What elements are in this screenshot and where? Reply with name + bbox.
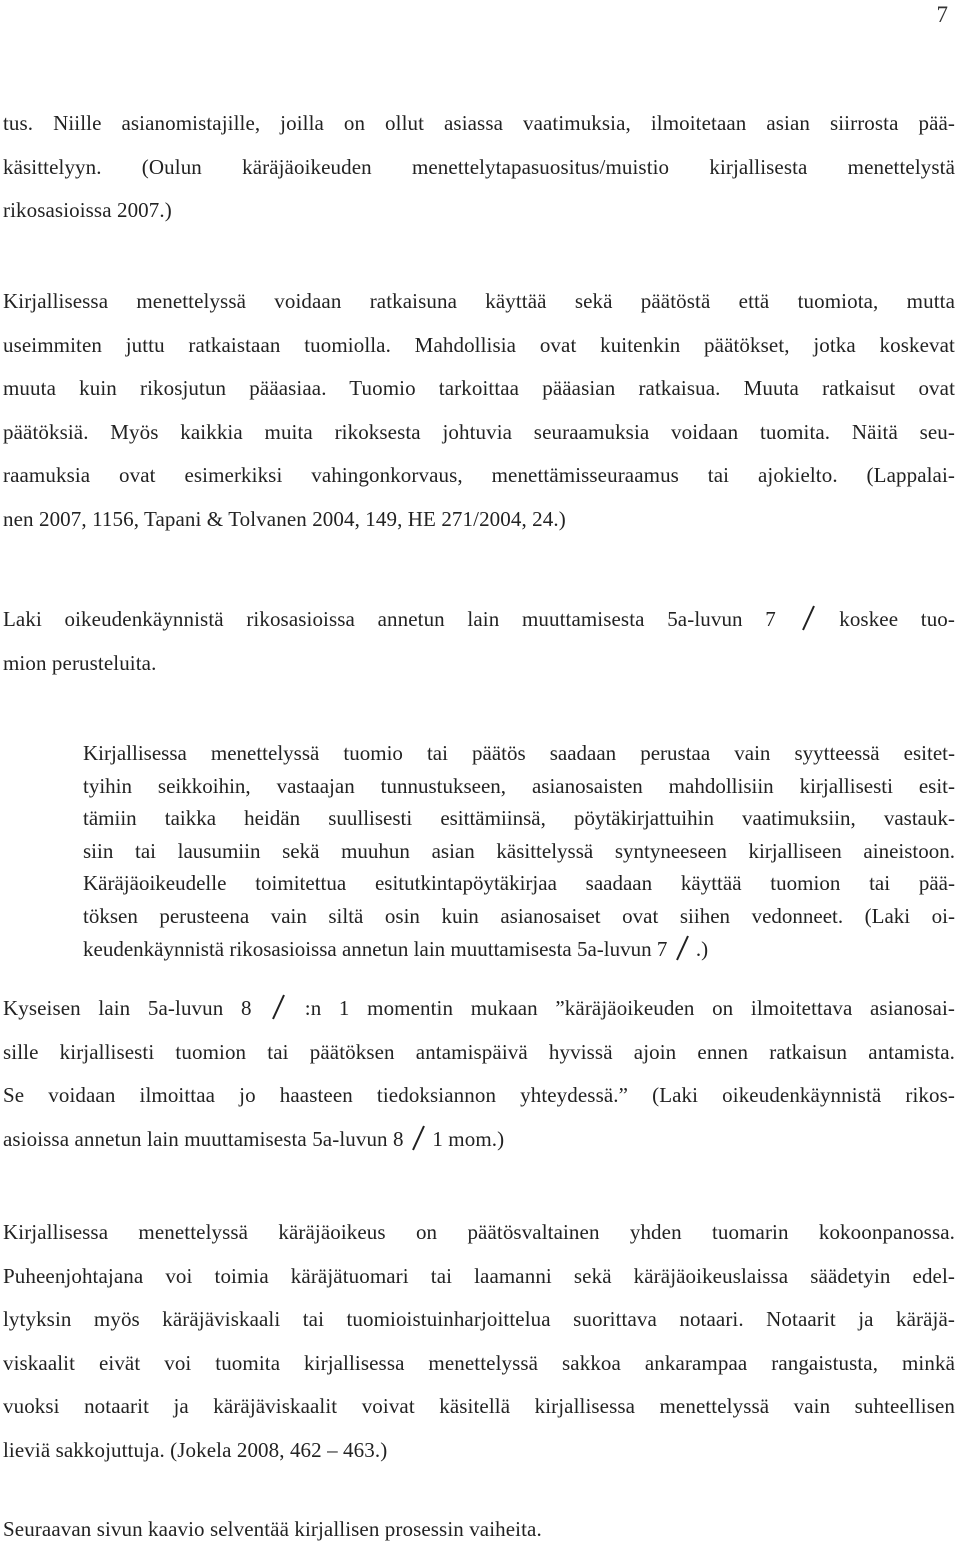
paragraph-6 bbox=[3, 1211, 955, 1472]
paragraph-3 bbox=[3, 598, 955, 685]
text-line: Se voidaan ilmoittaa jo haasteen tiedoksiannon yhteydessä.” (Laki oikeudenkäynnistä rikos- bbox=[3, 1083, 955, 1107]
text-line: lytyksin myös käräjäviskaali tai tuomioistuinharjoittelua suorittava notaari. Notaarit ja käräjä- bbox=[3, 1307, 955, 1331]
text-line: Seuraavan sivun kaavio selventää kirjallisen prosessin vaiheita. bbox=[3, 1517, 542, 1541]
text-line: päätöksiä. Myös kaikkia muita rikoksesta johtuvia seuraamuksia voidaan tuomita. Näitä seu- bbox=[3, 419, 955, 444]
text-line: viskaalit eivät voi tuomita kirjallisessa menettelyssä sakkoa ankarampaa rangaistusta, minkä bbox=[3, 1350, 955, 1375]
quote-block bbox=[83, 737, 955, 965]
paragraph-2 bbox=[3, 280, 955, 541]
text-line: nen 2007, 1156, Tapani & Tolvanen 2004, 149, HE 271/2004, 24.) bbox=[3, 506, 566, 531]
text-line: siin tai lausumiin sekä muuhun asian käsittelyssä syntyneeseen kirjalliseen aineistoon. bbox=[83, 838, 955, 863]
text-line bbox=[83, 933, 955, 966]
text-line: useimmiten juttu ratkaistaan tuomiolla. Mahdollisia ovat kuitenkin päätökset, jotka koskevat bbox=[3, 332, 955, 357]
section-sign-icon bbox=[269, 993, 287, 1023]
text-line: raamuksia ovat esimerkiksi vahingonkorvaus, menettämisseuraamus tai ajokielto. (Lappalai- bbox=[3, 463, 955, 487]
paragraph-7 bbox=[3, 1508, 955, 1552]
paragraph-1 bbox=[3, 102, 955, 233]
text-segment: Kyseisen lain 5a-luvun 8 bbox=[3, 996, 252, 1020]
text-line bbox=[3, 987, 955, 1031]
section-sign-icon bbox=[799, 604, 817, 634]
text-line bbox=[3, 1118, 955, 1162]
text-line: Puheenjohtajana voi toimia käräjätuomari tai laamanni sekä käräjäoikeuslaissa säädetyin edel- bbox=[3, 1263, 955, 1288]
page-number: 7 bbox=[936, 2, 948, 27]
text-segment: Laki oikeudenkäynnistä rikosasioissa annetun lain muuttamisesta 5a-luvun 7 bbox=[3, 607, 776, 631]
text-line: Kirjallisessa menettelyssä käräjäoikeus on päätösvaltainen yhden tuomarin kokoonpanossa. bbox=[3, 1220, 955, 1244]
text-segment: .) bbox=[695, 936, 709, 961]
text-line: Käräjäoikeudelle toimitettua esitutkintapöytäkirjaa saadaan käyttää tuomion tai pää- bbox=[83, 871, 955, 896]
text-line: lieviä sakkojuttuja. (Jokela 2008, 462 – 463.) bbox=[3, 1437, 388, 1462]
text-line: tämiin taikka heidän suullisesti esittämiinsä, pöytäkirjattuihin vaatimuksiin, vastauk- bbox=[83, 806, 955, 831]
text-line: käsittelyyn. (Oulun käräjäoikeuden menettelytapasuositus/muistio kirjallisesta menettelystä bbox=[3, 154, 955, 179]
section-sign-icon bbox=[409, 1124, 427, 1154]
text-line bbox=[3, 598, 955, 642]
text-segment: 1 mom.) bbox=[432, 1126, 505, 1151]
text-segment: :n 1 momentin mukaan ”käräjäoikeuden on ilmoitettava asianosai- bbox=[304, 996, 955, 1020]
section-sign-icon bbox=[673, 934, 691, 964]
text-line: Kirjallisessa menettelyssä tuomio tai päätös saadaan perustaa vain syytteessä esitet- bbox=[83, 741, 955, 765]
text-line: sille kirjallisesti tuomion tai päätöksen antamispäivä hyvissä ajoin ennen ratkaisun antamista. bbox=[3, 1039, 955, 1064]
text-segment: koskee tuo- bbox=[839, 607, 956, 631]
text-line: rikosasioissa 2007.) bbox=[3, 198, 172, 222]
text-line: muuta kuin rikosjutun pääasiaa. Tuomio tarkoittaa pääasian ratkaisua. Muuta ratkaisut ovat bbox=[3, 376, 955, 400]
text-line: mion perusteluita. bbox=[3, 650, 157, 675]
paragraph-5 bbox=[3, 987, 955, 1161]
text-segment: keudenkäynnistä rikosasioissa annetun lain muuttamisesta 5a-luvun 7 bbox=[83, 936, 668, 961]
text-line: tyihin seikkoihin, vastaajan tunnustukseen, asianosaisten mahdollisiin kirjallisesti esit- bbox=[83, 773, 955, 798]
text-line: töksen perusteena vain siltä osin kuin asianosaiset ovat siihen vedonneet. (Laki oi- bbox=[83, 903, 955, 928]
text-segment: asioissa annetun lain muuttamisesta 5a-luvun 8 bbox=[3, 1126, 404, 1151]
text-line: tus. Niille asianomistajille, joilla on ollut asiassa vaatimuksia, ilmoitetaan asian siirrosta pää- bbox=[3, 111, 955, 135]
text-line: Kirjallisessa menettelyssä voidaan ratkaisuna käyttää sekä päätöstä että tuomiota, mutta bbox=[3, 289, 955, 313]
text-line: vuoksi notaarit ja käräjäviskaalit voivat käsitellä kirjallisessa menettelyssä vain suhteellisen bbox=[3, 1394, 955, 1418]
